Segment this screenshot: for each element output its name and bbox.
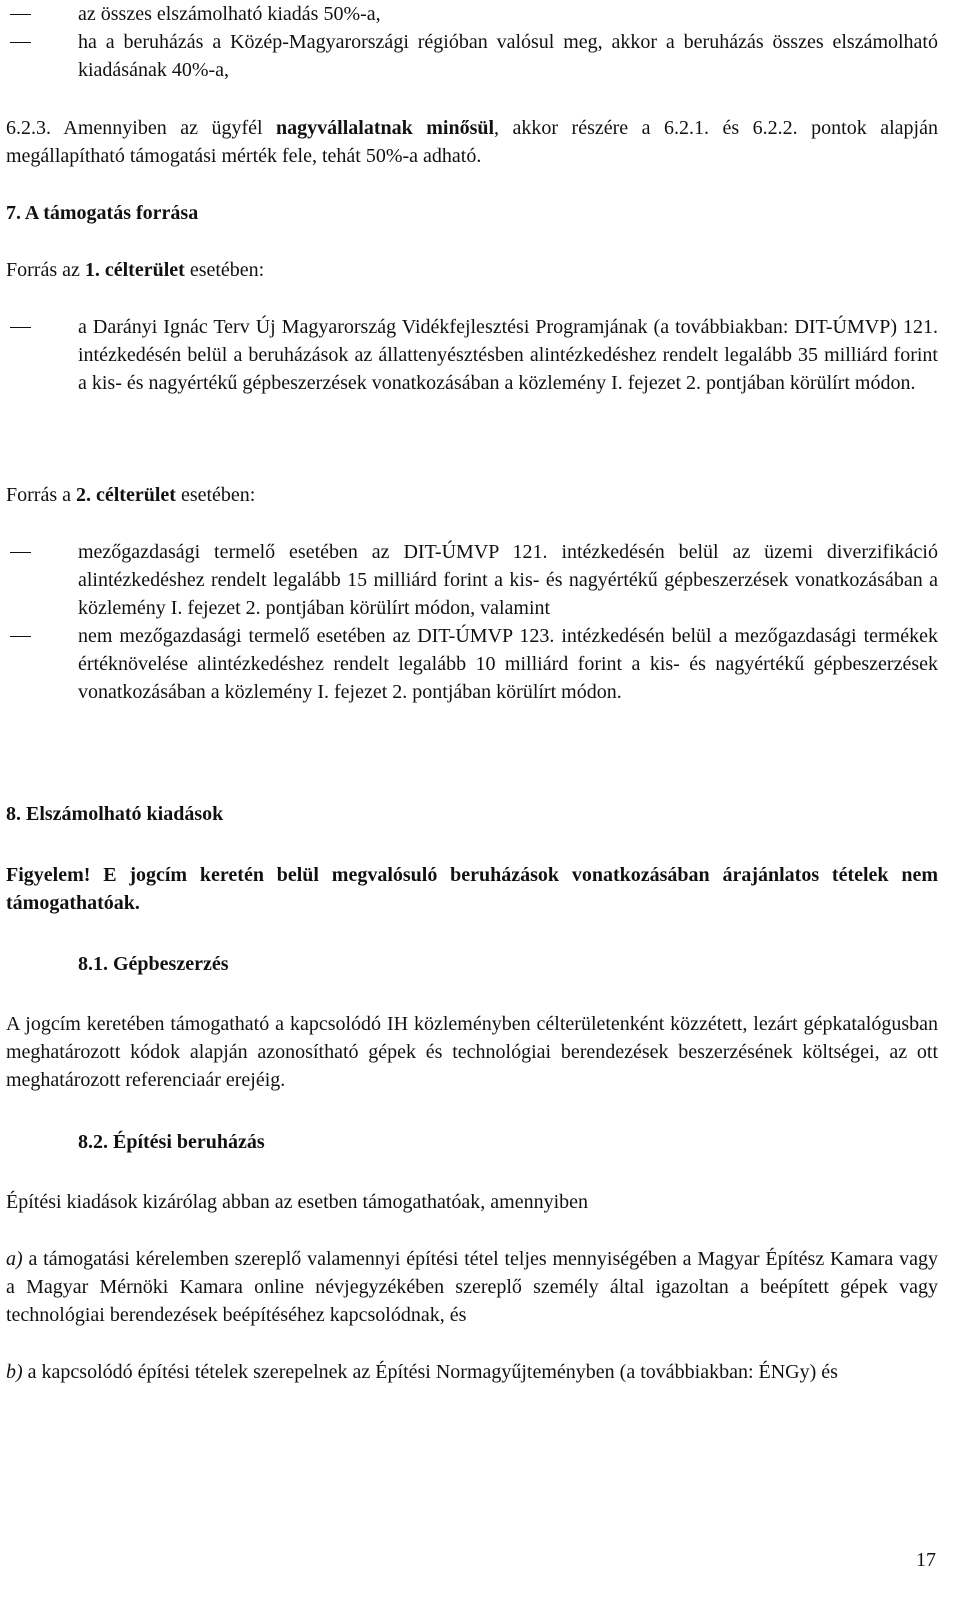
list-item: mezőgazdasági termelő esetében az DIT-ÚMVP 121. intézkedésén belül az üzemi diverzifikáció alintézkedéshez rendelt legalább 15 milliárd forint a kis- és nagyértékű gépbeszerzések vonatkozásában a közlemény I. fejezet 2. pontjában körülírt módon, valamint	[6, 538, 938, 622]
paragraph-6-2-3: 6.2.3. Amennyiben az ügyfél nagyvállalatnak minősül, akkor részére a 6.2.1. és 6.2.2. pontok alapján megállapítható támogatási mérték fele, tehát 50%-a adható.	[6, 117, 938, 167]
dash-bullet	[10, 327, 31, 328]
paragraph-a: a) a támogatási kérelemben szereplő valamennyi építési tétel teljes mennyiségében a Magyar Építész Kamara vagy a Magyar Mérnöki Kamara online névjegyzékében szereplő személy által igazoltan a beépített gépek vagy technológiai berendezések beépítéséhez kapcsolódnak, és	[6, 1248, 938, 1326]
forras-1-list	[6, 313, 938, 397]
section-8-1-title: 8.1. Gépbeszerzés	[78, 953, 229, 975]
top-dash-list	[6, 0, 938, 84]
forras-2-line: Forrás a 2. célterület esetében:	[6, 484, 256, 506]
list-item: az összes elszámolható kiadás 50%-a,	[6, 0, 938, 28]
paragraph-b: b) a kapcsolódó építési tételek szerepelnek az Építési Normagyűjteményben (a továbbiakban: ÉNGy) és	[6, 1361, 838, 1383]
paragraph-8-1: A jogcím keretében támogatható a kapcsolódó IH közleményben célterületenként közzétett, lezárt gépkatalógusban meghatározott kódok alapján azonosítható gépek és technológiai berendezések beszerzésének költségei, az ott meghatározott referenciaár erejéig.	[6, 1013, 938, 1091]
forras-1-line: Forrás az 1. célterület esetében:	[6, 259, 265, 281]
dash-bullet	[10, 636, 31, 637]
list-item: ha a beruházás a Közép-Magyarországi régióban valósul meg, akkor a beruházás összes elszámolható kiadásának 40%-a,	[6, 28, 938, 84]
dash-bullet	[10, 552, 31, 553]
section-8-2-title: 8.2. Építési beruházás	[78, 1131, 265, 1153]
dash-bullet	[10, 42, 31, 43]
list-item: nem mezőgazdasági termelő esetében az DIT-ÚMVP 123. intézkedésén belül a mezőgazdasági termékek értéknövelése alintézkedéshez rendelt legalább 10 milliárd forint a kis- és nagyértékű gépbeszerzések vonatkozásában a közlemény I. fejezet 2. pontjában körülírt módon.	[6, 622, 938, 706]
forras-2-list	[6, 538, 938, 706]
warning-note: Figyelem! E jogcím keretén belül megvalósuló beruházások vonatkozásában árajánlatos tételek nem támogathatóak.	[6, 864, 938, 914]
list-item: a Darányi Ignác Terv Új Magyarország Vidékfejlesztési Programjának (a továbbiakban: DIT-ÚMVP) 121. intézkedésén belül a beruházások az állattenyésztésben alintézkedéshez rendelt legalább 35 milliárd forint a kis- és nagyértékű gépbeszerzések vonatkozásában a közlemény I. fejezet 2. pontjában körülírt módon.	[6, 313, 938, 397]
section-7-title: 7. A támogatás forrása	[6, 202, 199, 224]
dash-bullet	[10, 14, 31, 15]
paragraph-8-2-intro: Építési kiadások kizárólag abban az esetben támogathatóak, amennyiben	[6, 1191, 589, 1213]
page-number: 17	[916, 1549, 936, 1571]
section-8-title: 8. Elszámolható kiadások	[6, 803, 224, 825]
